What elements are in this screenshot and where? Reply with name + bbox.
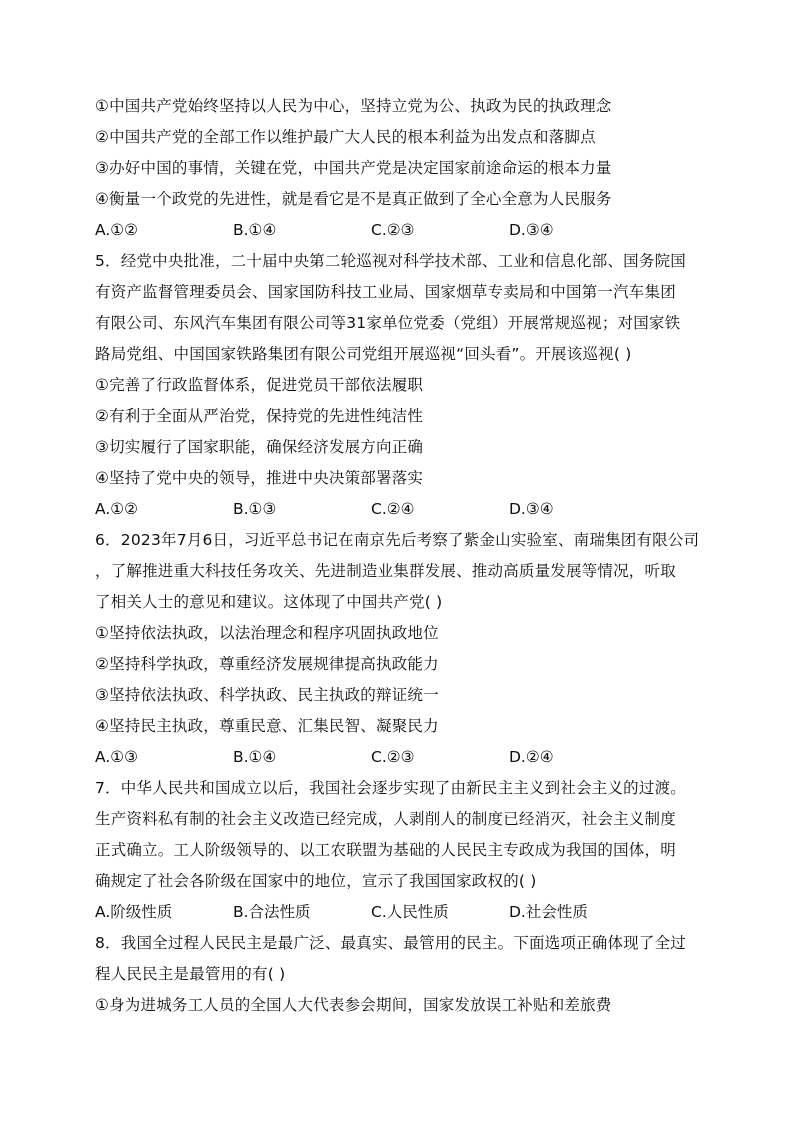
q8-stem-line-1: 8．我国全过程人民民主是最广泛、最真实、最管用的民主。下面选项正确体现了全过 [95, 934, 686, 952]
q6-item-3: ③坚持依法执政、科学执政、民主执政的辩证统一 [95, 686, 439, 704]
q4-item-2: ②中国共产党的全部工作以维护最广大人民的根本利益为出发点和落脚点 [95, 128, 596, 146]
q8-stem-line-2: 程人民民主是最管用的有( ) [95, 965, 286, 983]
q6-item-2: ②坚持科学执政，尊重经济发展规律提高执政能力 [95, 655, 439, 673]
q6-stem-line-3: 了相关人士的意见和建议。这体现了中国共产党( ) [95, 593, 443, 611]
q4-item-3: ③办好中国的事情，关键在党，中国共产党是决定国家前途命运的根本力量 [95, 159, 612, 177]
q5-option-a: A.①② [95, 500, 139, 518]
q5-stem-line-4: 路局党组、中国国家铁路集团有限公司党组开展巡视“回头看”。开展该巡视( ) [95, 345, 632, 363]
q7-option-a: A.阶级性质 [95, 903, 173, 921]
q5-option-b: B.①③ [233, 500, 277, 518]
q6-stem-line-2: ，了解推进重大科技任务攻关、先进制造业集群发展、推动高质量发展等情况，听取 [95, 562, 676, 580]
q5-stem-line-1: 5．经党中央批准，二十届中央第二轮巡视对科学技术部、工业和信息化部、国务院国 [95, 252, 686, 270]
q4-item-4: ④衡量一个政党的先进性，就是看它是不是真正做到了全心全意为人民服务 [95, 190, 612, 208]
q5-stem-line-3: 有限公司、东风汽车集团有限公司等31家单位党委（党组）开展常规巡视；对国家铁 [95, 314, 681, 332]
q5-option-c: C.②④ [371, 500, 415, 518]
q5-item-4: ④坚持了党中央的领导，推进中央决策部署落实 [95, 469, 424, 487]
q7-stem-line-1: 7．中华人民共和国成立以后，我国社会逐步实现了由新民主主义到社会主义的过渡。 [95, 779, 686, 797]
q7-stem-line-4: 确规定了社会各阶级在国家中的地位，宣示了我国国家政权的( ) [95, 872, 537, 890]
q4-item-1: ①中国共产党始终坚持以人民为中心，坚持立党为公、执政为民的执政理念 [95, 97, 612, 115]
q5-item-1: ①完善了行政监督体系，促进党员干部依法履职 [95, 376, 424, 394]
q4-option-a: A.①② [95, 221, 139, 239]
q6-item-1: ①坚持依法执政，以法治理念和程序巩固执政地位 [95, 624, 439, 642]
q6-option-c: C.②③ [371, 748, 415, 766]
q6-option-a: A.①③ [95, 748, 139, 766]
q4-option-d: D.③④ [509, 221, 554, 239]
q5-stem-line-2: 有资产监督管理委员会、国家国防科技工业局、国家烟草专卖局和中国第一汽车集团 [95, 283, 676, 301]
q6-option-d: D.②④ [509, 748, 554, 766]
q7-option-b: B.合法性质 [233, 903, 311, 921]
q7-option-d: D.社会性质 [509, 903, 588, 921]
q7-stem-line-2: 生产资料私有制的社会主义改造已经完成，人剥削人的制度已经消灭，社会主义制度 [95, 810, 676, 828]
q6-option-b: B.①④ [233, 748, 277, 766]
q5-option-d: D.③④ [509, 500, 554, 518]
q6-stem-line-1: 6．2023年7月6日，习近平总书记在南京先后考察了紫金山实验室、南瑞集团有限公司 [95, 531, 700, 549]
q6-item-4: ④坚持民主执政，尊重民意、汇集民智、凝聚民力 [95, 717, 439, 735]
q5-item-3: ③切实履行了国家职能，确保经济发展方向正确 [95, 438, 424, 456]
q4-option-b: B.①④ [233, 221, 277, 239]
q8-item-1: ①身为进城务工人员的全国人大代表参会期间，国家发放误工补贴和差旅费 [95, 996, 612, 1014]
q4-option-c: C.②③ [371, 221, 415, 239]
q7-option-c: C.人民性质 [371, 903, 449, 921]
q5-item-2: ②有利于全面从严治党，保持党的先进性纯洁性 [95, 407, 424, 425]
q7-stem-line-3: 正式确立。工人阶级领导的、以工农联盟为基础的人民民主专政成为我国的国体，明 [95, 841, 676, 859]
